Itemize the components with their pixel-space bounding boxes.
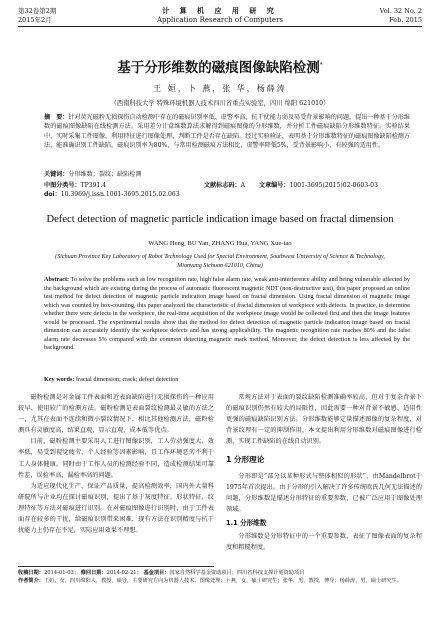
body-paragraph: 常规方法对于表面的裂纹缺陷检测准确率较高，但对于复杂背景下的磁痕识别仍然有较大的局限性，因此需要一种对背景不敏感、适用性更强的磁痕缺陷识别方法。分形维数能够定量描述图像的复杂程度，对背景纹理有一定的抑制作用，本文提出利用分形维数对磁痕图像进行检测，实现工件缺陷的在线自动识别。 (226, 394, 422, 446)
footnote (18, 569, 422, 586)
received-date: 2014-01-03 (43, 570, 74, 576)
abstract-en (44, 276, 410, 353)
header-right (380, 7, 422, 24)
doi-label: doi： (44, 191, 61, 198)
authors-cn: 王 姮，卜 燕，张 华，杨薛涛 (153, 84, 287, 93)
header-journal (18, 7, 422, 24)
fund-text: 国家自然科学基金资助项目；四川省科技支撑计划资助项目 (169, 570, 305, 576)
running-header (18, 5, 422, 43)
journal-name-cn: 计 算 机 应 用 研 究 (162, 6, 278, 15)
footnote-rule (18, 566, 214, 567)
footnote-dates: 收稿日期：2014-01-03； 修回日期：2014-02-21； 基金项目：国家自然科学基金资助项目；四川省科技支撑计划资助项目 (18, 570, 305, 576)
footnote-bio (18, 577, 422, 585)
keywords-cn (44, 169, 410, 178)
revised-date: 2014-02-21 (106, 570, 137, 576)
abstract-cn-text: 针对荧光磁粉无损探伤自动检测中存在的磁痕识别率低、虚警率高、抗干扰能力弱及易受背景影响的问题，提出一种基于分形维数的磁痕图像缺陷在线检测方法。采用差分计盒维数算法求解得到磁痕图像的分形维数，并分析工件磁痕缺陷分形维数特征。实验结果中，实时采集工件图像，利用特征进行图像处理，判断工件是否存在缺陷。经过实验验证，表明基于分形维数特征的磁痕图像缺陷检测方法，能准确识别工件缺陷，磁痕识别率为80%，与常用检测磁痕方法相比，虚警率降低5%，受背景影响小，有较强的适用性。 (44, 114, 411, 150)
body-paragraph: 目前，磁粉检测主要采用人工进行图像识别，工人劳动强度大、效率低，易受到视觉疲劳、个人经验等因素影响，且工作环境恶劣不利于工人身体健康。同时由于工作人员的检测经验不同，造成检测结果可靠性差，误检率高，漏检率高的问题。 (18, 438, 214, 479)
authors-en: WANG Heng, BU Yan, ZHANG Hua, YANG Xue-tao (148, 240, 292, 247)
keywords-en-text: fractal dimension; crack; defect detection (75, 376, 179, 383)
classification-row (44, 180, 410, 189)
body-paragraph: 分形即是“部分以某种形式与整体相似的形状”，由Mandelbrot于1975年首次提出。由于分形的引入解决了许多传统欧氏几何无法描述的问题，分形维数是描述分形特征的重要参数，已被广泛应用于图像处理领域。 (226, 472, 422, 513)
abstract-en-label: Abstract: (44, 276, 70, 283)
doi-row (44, 189, 410, 198)
body-paragraph: 磁粉检测是对金属工件表面和近表面缺陷进行无损探伤的一种应用较早、使用较广的检测方法。磁粉检测是表面裂纹检测最灵敏的方法之一，尤其在表面不连续和微小裂纹情况下，相比其他检测方法，磁粉检测具有灵敏度高，结果直观、显示直观、成本低等优点。 (18, 394, 214, 435)
title-footnote-mark: * (319, 61, 323, 69)
paper-title-en: Defect detection of magnetic particle indication image based on fractal dimension (46, 214, 394, 225)
abstract-cn (44, 113, 410, 151)
article-number-value: 1001-3695(2015)02-0603-03 (289, 182, 378, 189)
body-column-left (18, 392, 214, 536)
paper-title-cn (18, 56, 422, 76)
affiliation-en: (Sichuan Province Key Laboratory of Robot Technology Used for Special Environment, Southwest University of Science & Technology, Mianyang Sichuan 621010, China) (55, 254, 385, 269)
keywords-en-label: Key words: (44, 376, 75, 383)
bio-text: 王姮，女，四川绵阳人，教授，硕导，主要研究方向为机器人技术、图像处理；卜燕，女，硕士研究生；张华，男，教授，博导；杨薛涛，男，硕士研究生。 (43, 578, 402, 585)
header-rule (18, 26, 422, 27)
journal-name-en: Application Research of Computers (156, 15, 284, 24)
bio-label: 作者简介： (18, 578, 44, 585)
header-date-cn: 2015年2月 (18, 15, 52, 24)
body-paragraph: 分形维数是分形特征中的一个重要参数，表征了图像表面的复杂程度和粗糙程度。 (226, 533, 422, 552)
article-number-label: 文章编号： (259, 182, 290, 189)
paper-title-cn-text: 基于分形维数的磁痕图像缺陷检测 (117, 60, 320, 76)
abstract-en-text: To solve the problems such as low recognition rate, high false alarm rate, weak anti-interference ability and being vulnerable affected by the background which are existing during the process of automatic fluorescent magnetic NDT (non-destructive test), this paper proposed an online test method for defect detection of magnetic particle indication image based on fractal dimension. Using fractal dimension of magnetic image which was counted by box-counting, this paper analyzed the characteristic of fractal dimension of workpiece with defects. In practice, to determine whether there were defects in the workpiece, the real-time acquisition of the workpiece image would be collected first and then the image features would be processed. The experimental results show that the method for defect detection of magnetic particle indication image based on fractal dimension can accurately identify the workpiece defects and has strong applicability. The magnetic recognition rate reaches 80% and the false alarm rate decreases 5% compared with the common detecting magnetic mark method. Moreover, the defect detection is less affected by the background. (44, 276, 410, 352)
abstract-cn-label: 摘 要： (44, 114, 69, 121)
keywords-en (44, 376, 410, 383)
fund-label: 基金项目： (143, 570, 170, 576)
keywords-cn-text: 分形维数；裂纹；缺陷检测 (68, 171, 142, 178)
doc-code-value: A (240, 182, 245, 189)
doi-value: 10.3969/j.issn.1001-3695.2015.02.063 (60, 191, 180, 198)
received-label: 收稿日期： (18, 570, 44, 576)
keywords-cn-label: 关键词： (44, 171, 69, 178)
section-heading: 1 分形理论 (226, 455, 265, 465)
body-paragraph: 为适应现代化生产、保证产品质量，提高检测效率，国内外大量科研院所与企业均在探讨磁痕识别，提出了基于灰度特征、形状特征、纹理特征等方法对磁痕进行识别。在对磁痕图像进行识别时，由于工件表面存在较多的干扰，给磁痕识别带来困难，现有方法在识别精度与抗干扰能力上仍存在不足，实际应用效果不理想。 (18, 482, 214, 535)
affiliation-cn: （西南科技大学 特殊环境机器人技术四川省重点实验室，四川 绵阳 621010） (110, 100, 330, 107)
doc-code-label: 文献标志码： (204, 182, 241, 189)
header-volume-cn: 第32卷第2期 (18, 7, 57, 15)
header-date-en: Feb. 2015 (389, 15, 422, 24)
header-volume-en: Vol. 32 No. 2 (379, 7, 422, 15)
clc-value: TP391.4 (80, 182, 107, 189)
subsection-heading: 1.1 分形维数 (226, 518, 267, 527)
clc-label: 中图分类号： (44, 182, 81, 189)
revised-label: 修回日期： (80, 570, 107, 576)
body-column-right (226, 392, 422, 553)
